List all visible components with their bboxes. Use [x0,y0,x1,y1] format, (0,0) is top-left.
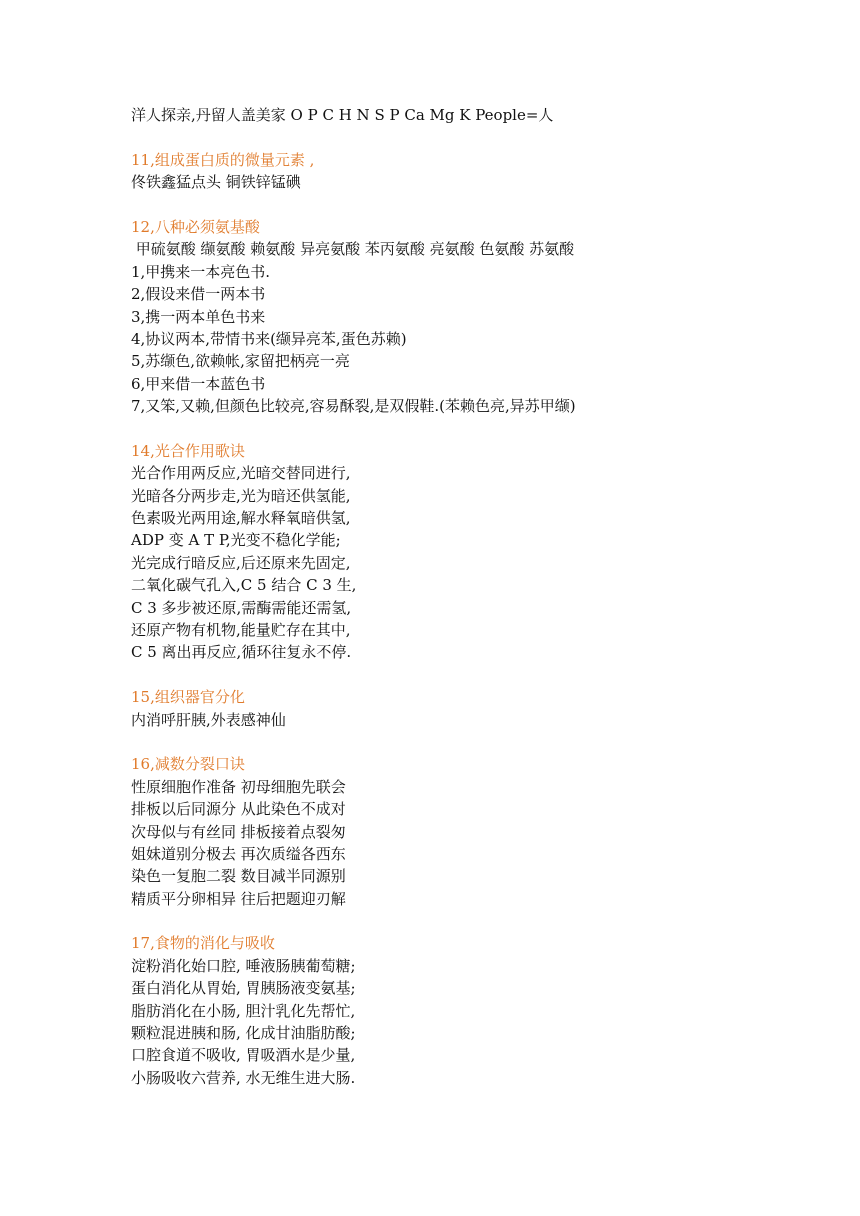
section-title-17: 17,食物的消化与吸收 [131,934,275,953]
section-12-line: 5,苏缬色,欲赖帐,家留把柄亮一亮 [131,352,350,371]
section-14-line: ADP 变 A T P,光变不稳化学能; [131,531,341,550]
section-14-line: 色素吸光两用途,解水释氧暗供氢, [131,509,351,528]
section-title-16: 16,减数分裂口诀 [131,755,245,774]
section-14-line: 二氧化碳气孔入,C 5 结合 C 3 生, [131,576,357,595]
section-title-12: 12,八种必须氨基酸 [131,217,260,236]
section-17-line: 脂肪消化在小肠, 胆汁乳化先帮忙, [131,1001,356,1020]
section-14-line: C 5 离出再反应,循环往复永不停. [131,643,352,662]
section-12-line: 1,甲携来一本亮色书. [131,262,271,281]
section-14-line: 光合作用两反应,光暗交替同进行, [131,464,351,483]
section-17-line: 小肠吸收六营养, 水无维生进大肠. [131,1068,356,1087]
section-17-line: 蛋白消化从胃始, 胃胰肠液变氨基; [131,979,356,998]
section-16-line: 排板以后同源分 从此染色不成对 [131,800,346,819]
section-12-line: 6,甲来借一本蓝色书 [131,374,266,393]
section-16-line: 姐妹道别分极去 再次质缢各西东 [131,844,346,863]
spacer [131,126,831,148]
section-16-line: 染色一复胞二裂 数目减半同源别 [131,867,346,886]
section-17-line: 淀粉消化始口腔, 唾液肠胰葡萄糖; [131,956,356,975]
spacer [131,664,831,686]
section-11-line: 佟铁鑫猛点头 铜铁锌锰碘 [131,173,301,192]
section-title-14: 14,光合作用歌诀 [131,441,245,460]
spacer [131,417,831,439]
section-14-line: 还原产物有机物,能量贮存在其中, [131,620,351,639]
section-12-line: 2,假设来借一两本书 [131,285,266,304]
section-12-line: 3,携一两本单色书来 [131,307,266,326]
section-14-line: 光完成行暗反应,后还原来先固定, [131,553,351,572]
section-title-11: 11,组成蛋白质的微量元素 , [131,150,315,169]
section-17-line: 口腔食道不吸收, 胃吸酒水是少量, [131,1046,356,1065]
section-15-line: 内消呼肝胰,外表感神仙 [131,710,286,729]
spacer [131,910,831,932]
section-17-line: 颗粒混进胰和肠, 化成甘油脂肪酸; [131,1024,356,1043]
spacer [131,194,831,216]
spacer [131,731,831,753]
section-16-line: 次母似与有丝同 排板接着点裂匆 [131,822,346,841]
intro-line: 洋人探亲,丹留人盖美家 O P C H N S P Ca Mg K People=人 [131,106,554,124]
section-12-line: 4,协议两本,带情书来(缬异亮苯,蛋色苏赖) [131,329,407,348]
section-12-line: 7,又笨,又赖,但颜色比较亮,容易酥裂,是双假鞋.(苯赖色亮,异苏甲缬) [131,397,576,416]
section-16-line: 精质平分卵相异 往后把题迎刃解 [131,889,346,908]
section-14-line: 光暗各分两步走,光为暗还供氢能, [131,486,351,505]
section-14-line: C 3 多步被还原,需酶需能还需氢, [131,598,352,617]
section-16-line: 性原细胞作准备 初母细胞先联会 [131,777,346,796]
section-12-line: 甲硫氨酸 缬氨酸 赖氨酸 异亮氨酸 苯丙氨酸 亮氨酸 色氨酸 苏氨酸 [131,240,575,259]
section-title-15: 15,组织器官分化 [131,688,245,707]
document-page [131,104,831,1089]
